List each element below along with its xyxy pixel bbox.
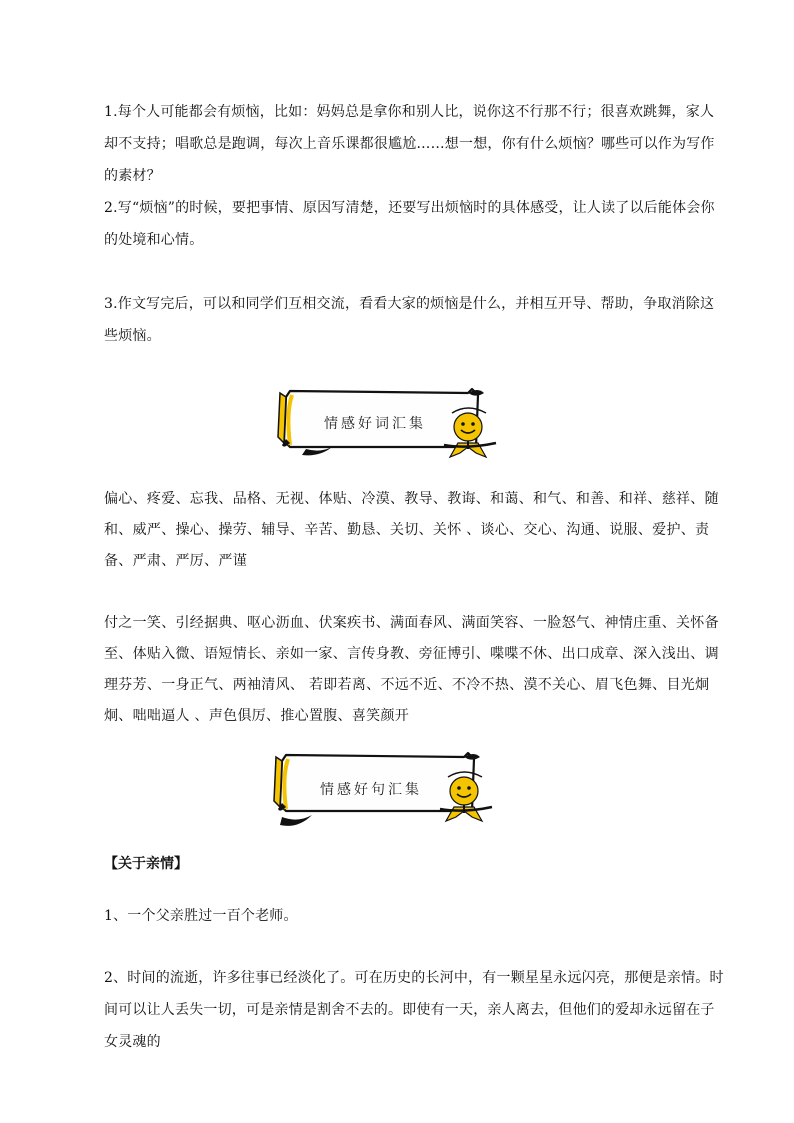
word-list-1: 偏心、疼爱、忘我、品格、无视、体贴、冷漠、教导、教诲、和蔼、和气、和善、和祥、慈祥、随和、威严、操心、操劳、辅导、辛苦、勤恳、关切、关怀 、谈心、交心、沟通、说服、爱护、责备、严肃、严厉、严谨	[104, 491, 719, 569]
section-heading: 【关于亲情】	[104, 856, 188, 872]
instruction-3: 3.作文写完后，可以和同学们互相交流，看看大家的烦恼是什么，并相互开导、帮助，争取消除这些烦恼。	[104, 296, 715, 344]
instruction-1: 1.每个人可能都会有烦恼，比如：妈妈总是拿你和别人比，说你这不行那不行；很喜欢跳舞，家人却不支持；唱歌总是跑调，每次上音乐课都很尴尬……想一想，你有什么烦恼？哪些可以作为写作的素材？	[104, 104, 715, 184]
section-item-2: 2、时间的流逝，许多往事已经淡化了。可在历史的长河中，有一颗星星永远闪亮，那便是亲情。时间可以让人丢失一切，可是亲情是割舍不去的。即使有一天，亲人离去，但他们的爱却永远留在子女灵魂的	[104, 970, 724, 1050]
section-item-1: 1、一个父亲胜过一百个老师。	[104, 908, 298, 924]
word-list-2: 付之一笑、引经据典、呕心沥血、伏案疾书、满面春风、满面笑容、一脸怒气、神情庄重、关怀备至、体贴入微、语短情长、亲如一家、言传身教、旁征博引、喋喋不休、出口成章、深入浅出、调理芬芳、一身正气、两袖清风、 若即若离、不远不近、不冷不热、漠不关心、眉飞色舞、目光炯炯、咄咄逼人 、声色俱厉、推心置腹、喜笑颜开	[104, 615, 719, 724]
banner-words	[272, 383, 512, 473]
banner-sentences	[268, 747, 508, 837]
banner-sentences-title: 情感好句汇集	[320, 782, 422, 798]
banner-words-title: 情感好词汇集	[324, 416, 426, 432]
instruction-2: 2.写“烦恼”的时候，要把事情、原因写清楚，还要写出烦恼时的具体感受，让人读了以后能体会你的处境和心情。	[104, 200, 715, 248]
